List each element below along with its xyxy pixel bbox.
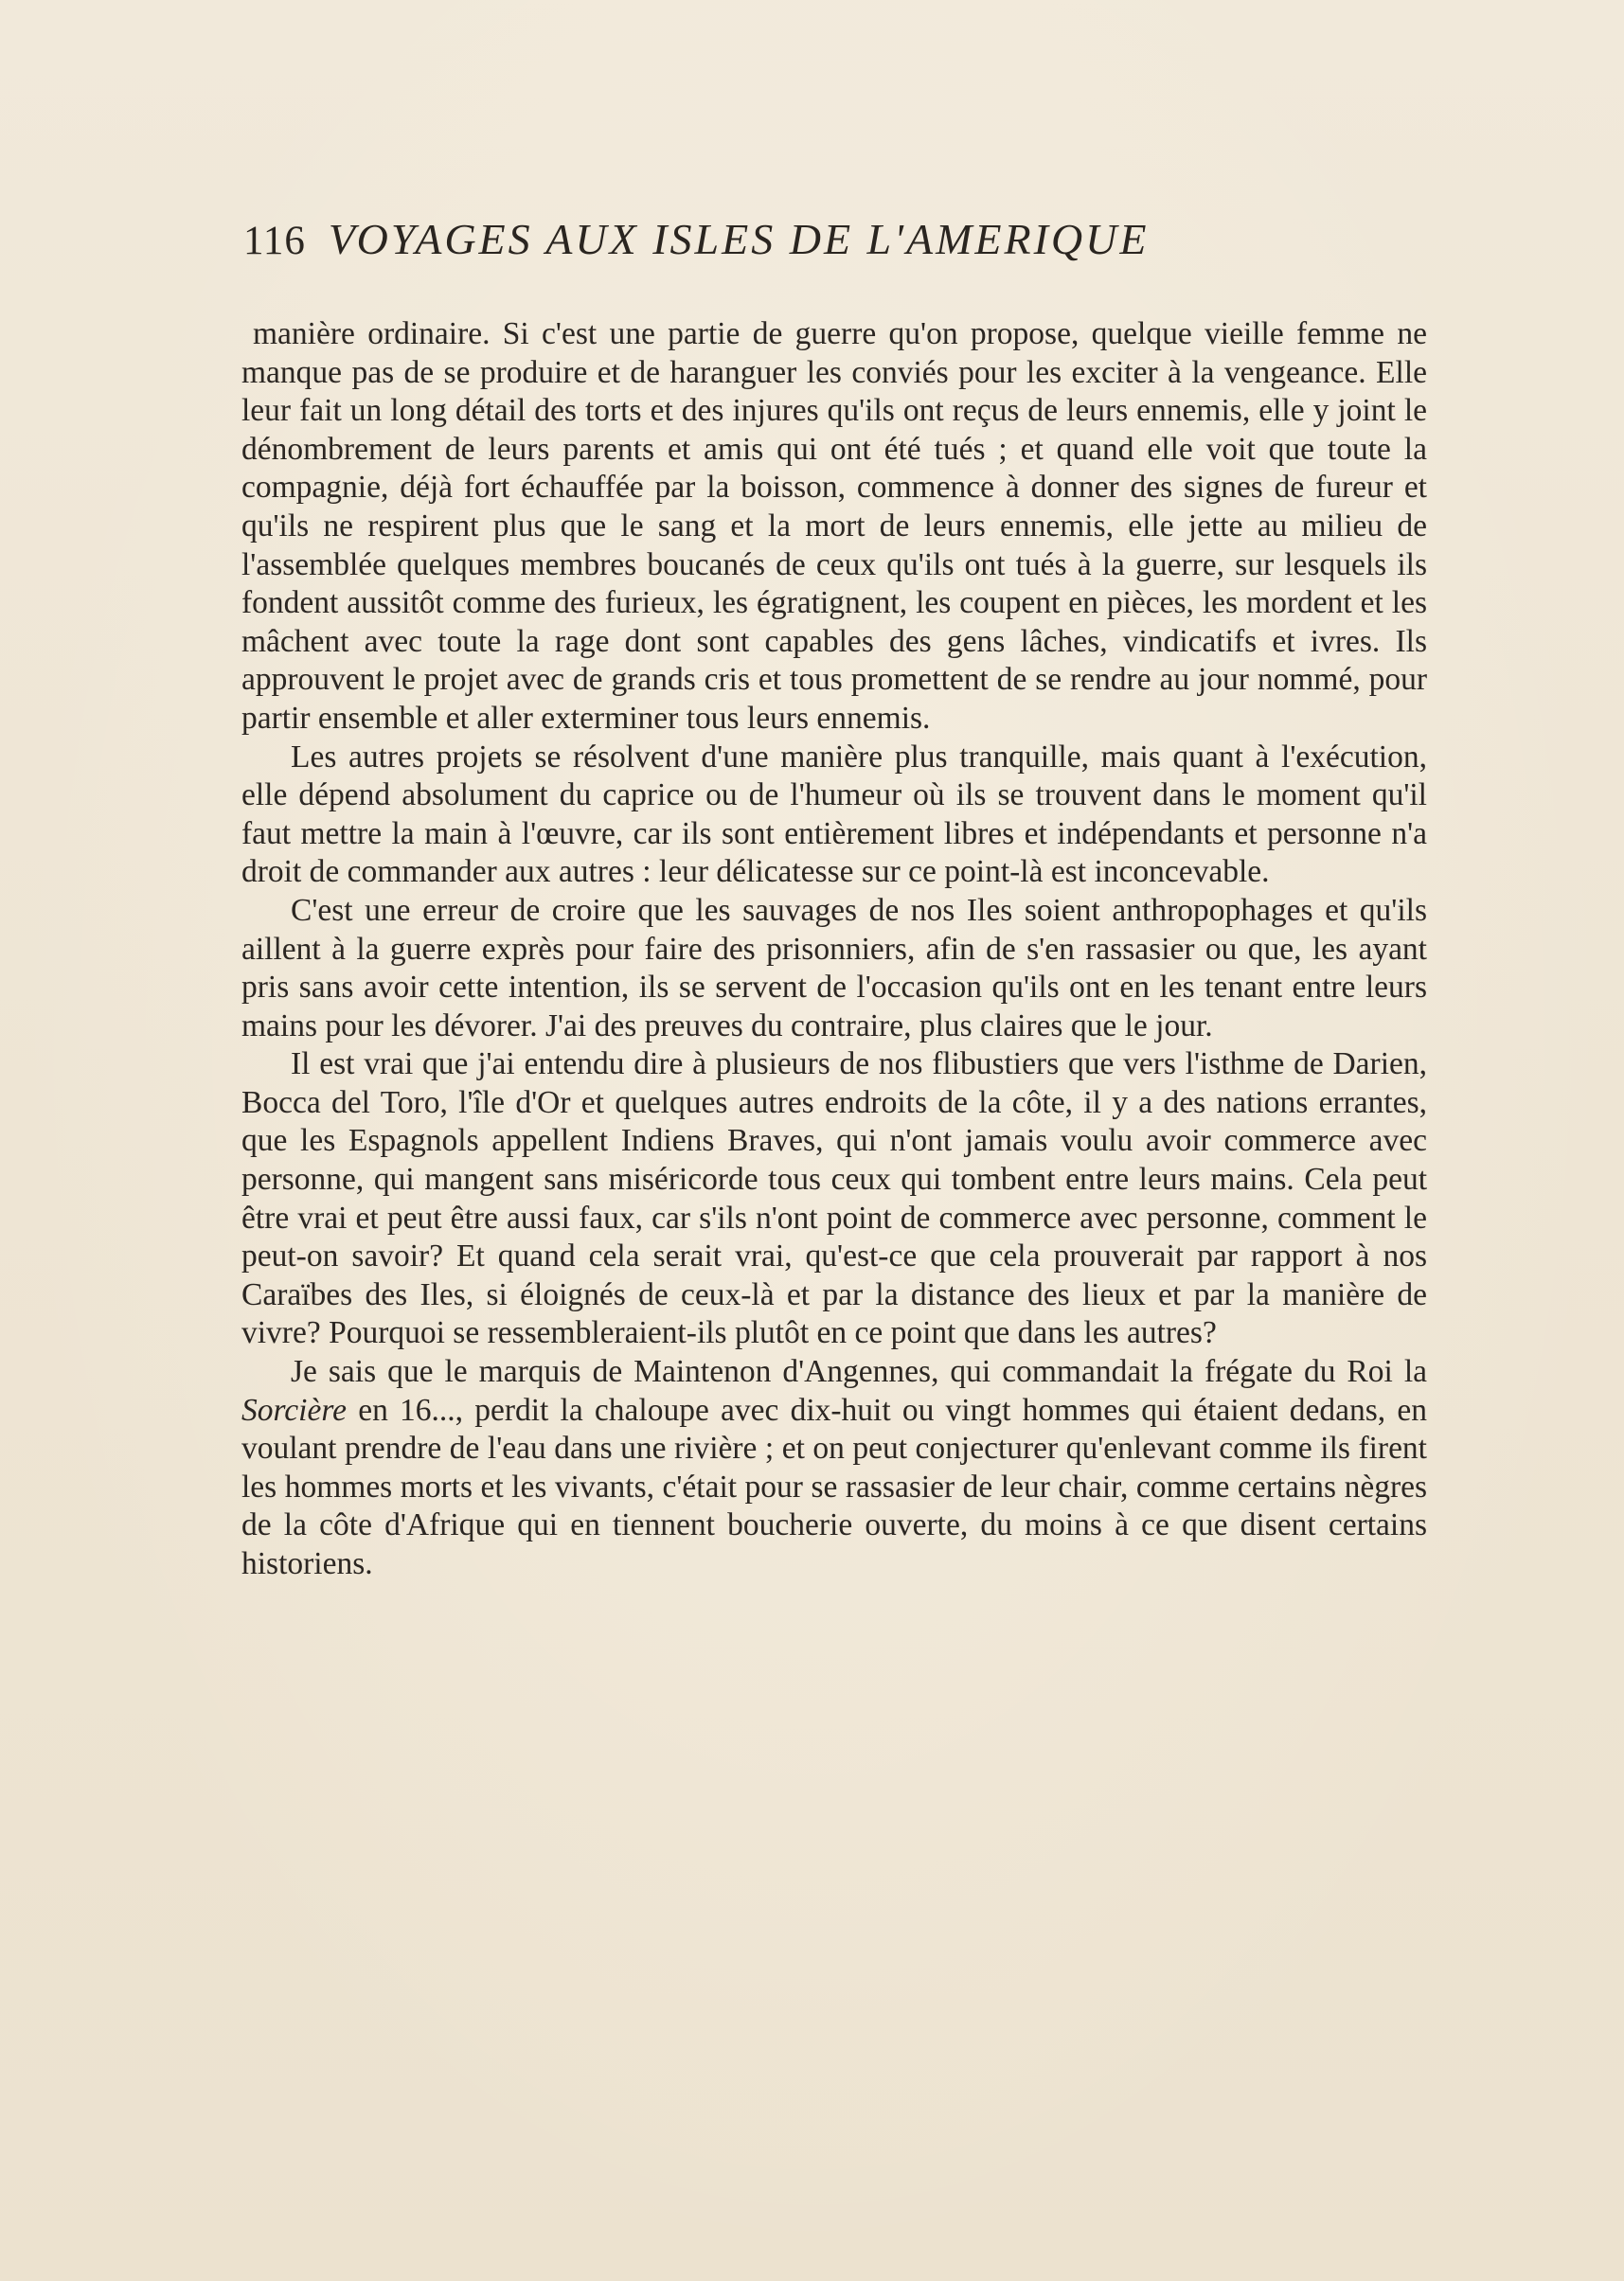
book-title: VOYAGES AUX ISLES DE L'AMERIQUE — [328, 215, 1150, 263]
paragraph-5-start: Je sais que le marquis de Maintenon d'Angennes, qui commandait la frégate du Roi la — [291, 1354, 1427, 1390]
paragraph-4: Il est vrai que j'ai entendu dire à plusieurs de nos flibustiers que vers l'isthme de Darien, Bocca del Toro, l'île d'Or et quelques autres endroits de la côte, il y a des nations errantes, que les Espagnols appellent Indiens Braves, qui n'ont jamais voulu avoir commerce avec personne, qui mangent sans miséricorde tous ceux qui tombent entre leurs mains. Cela peut être vrai et peut être aussi faux, car s'ils n'ont point de commerce avec personne, comment le peut-on savoir? Et quand cela serait vrai, qu'est-ce que cela prouverait par rapport à nos Caraïbes des Iles, si éloignés de ceux-là et par la distance des lieux et par la manière de vivre? Pourquoi se ressembleraient-ils plutôt en ce point que dans les autres? — [241, 1046, 1427, 1351]
page-number: 116 — [243, 219, 306, 263]
paragraph-3: C'est une erreur de croire que les sauvages de nos Iles soient anthropophages et qu'ils aillent à la guerre exprès pour faire des prisonniers, afin de s'en rassasier ou que, les ayant pris sans avoir cette intention, ils se servent de l'occasion qu'ils ont en les tenant entre leurs mains pour les dévorer. J'ai des preuves du contraire, plus claires que le jour. — [241, 892, 1427, 1043]
running-head — [243, 214, 1427, 280]
paragraph-5-end: en 16..., perdit la chaloupe avec dix-huit ou vingt hommes qui étaient dedans, en voulant prendre de l'eau dans une rivière ; et on peut conjecturer qu'enlevant comme ils firent les hommes morts et les vivants, c'était pour se rassasier de leur chair, comme certains nègres de la côte d'Afrique qui en tiennent boucherie ouverte, du moins à ce que disent certains historiens. — [241, 1392, 1427, 1581]
paragraph-5 — [241, 1353, 1427, 1584]
paragraph-2: Les autres projets se résolvent d'une manière plus tranquille, mais quant à l'exécution, elle dépend absolument du caprice ou de l'humeur où ils se trouvent dans le moment qu'il faut mettre la main à l'œuvre, car ils sont entièrement libres et indépendants et personne n'a droit de commander aux autres : leur délicatesse sur ce point-là est inconcevable. — [241, 739, 1427, 890]
body-text — [241, 315, 1427, 1584]
paragraph-1: manière ordinaire. Si c'est une partie de guerre qu'on propose, quelque vieille femme ne manque pas de se produire et de haranguer les conviés pour les exciter à la vengeance. Elle leur fait un long détail des torts et des injures qu'ils ont reçus de leurs ennemis, elle y joint le dénombrement de leurs parents et amis qui ont été tués ; et quand elle voit que toute la compagnie, déjà fort échauffée par la boisson, commence à donner des signes de fureur et qu'ils ne respirent plus que le sang et la mort de leurs ennemis, elle jette au milieu de l'assemblée quelques membres boucanés de ceux qu'ils ont tués à la guerre, sur lesquels ils fondent aussitôt comme des furieux, les égratignent, les coupent en pièces, les mordent et les mâchent avec toute la rage dont sont capables des gens lâches, vindicatifs et ivres. Ils approuvent le projet avec de grands cris et tous promettent de se rendre au jour nommé, pour partir ensemble et aller exterminer tous leurs ennemis. — [241, 316, 1427, 736]
ship-name: Sorcière — [241, 1392, 348, 1428]
